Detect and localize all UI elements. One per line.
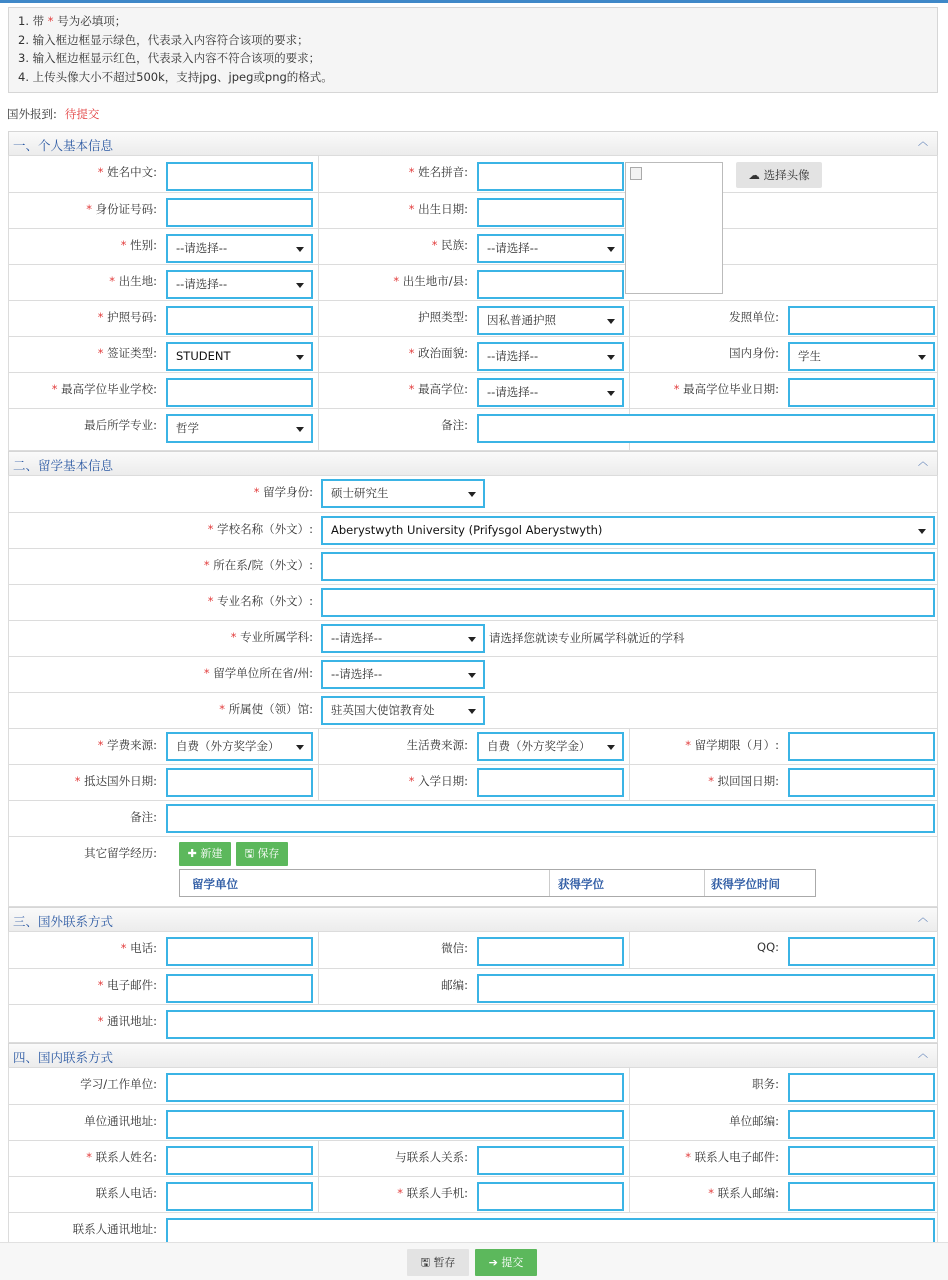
- chevron-up-icon[interactable]: ︿: [918, 1049, 928, 1060]
- choose-avatar-button[interactable]: ☁ 选择头像: [736, 162, 822, 188]
- note-2: 2. 输入框边框显示绿色，代表录入内容符合该项的要求；: [18, 32, 309, 47]
- save-icon: 🖫: [420, 1256, 430, 1269]
- new-record-button[interactable]: ✚ 新建: [179, 842, 231, 866]
- tuition-source-select[interactable]: 自费（外方奖学金）: [166, 732, 313, 761]
- contact-name-input[interactable]: [166, 1146, 313, 1175]
- contact-mobile-input[interactable]: [477, 1182, 624, 1211]
- birth-city-input[interactable]: [477, 270, 624, 299]
- passport-type-select[interactable]: 因私普通护照: [477, 306, 624, 335]
- arrival-date-input[interactable]: [166, 768, 313, 797]
- last-major-select[interactable]: 哲学: [166, 414, 313, 443]
- graduation-date-input[interactable]: [788, 378, 935, 407]
- ethnic-select[interactable]: --请选择--: [477, 234, 624, 263]
- save-icon: 🖫: [244, 847, 254, 860]
- abroad-contact-grid: * 电话: 微信: QQ: * 电子邮件: 邮编: * 通讯地址:: [8, 931, 938, 1043]
- study-info-grid: * 留学身份: 硕士研究生 * 学校名称（外文）: Aberystwyth University (Prifysgol Aberystwyth) * 所在系/院（外文）: * 专业名称（外文）: * 专业所属学科: --请选择-- 请选择您就读专业所属学科就近的学科 * 留学单位所在省/州: --请选择-- * 所属使（领）馆: 驻英国大使馆教育处 * 学费来源: 自费（外方奖学金） 生活费来源: 自费（外方奖学金） * 留学期限（月）: * 抵达国外日期: * 入学日期: * 拟回国日期: 备注: 其它留学经历: ✚ 新建 🖫 保存 留学单位 获得学位 获得学位时间: [8, 475, 938, 907]
- section-study-header[interactable]: 二、留学基本信息 ︿: [8, 451, 938, 475]
- save-record-button[interactable]: 🖫 保存: [236, 842, 288, 866]
- abroad-address-input[interactable]: [166, 1010, 935, 1039]
- personal-remark-input[interactable]: [477, 414, 935, 443]
- unit-address-input[interactable]: [166, 1110, 624, 1139]
- section-domestic-contact-header[interactable]: 四、国内联系方式 ︿: [8, 1043, 938, 1067]
- abroad-zip-input[interactable]: [477, 974, 935, 1003]
- note-3: 3. 输入框边框显示红色，代表录入内容不符合该项的要求；: [18, 51, 321, 65]
- note-4: 4. 上传头像大小不超过500k，支持jpg、jpeg或png的格式。: [18, 69, 333, 84]
- note-1: 1. 带 * 号为必填项；: [18, 14, 127, 28]
- major-name-input[interactable]: [321, 588, 935, 617]
- gender-select[interactable]: --请选择--: [166, 234, 313, 263]
- province-select[interactable]: --请选择--: [321, 660, 485, 689]
- chevron-up-icon[interactable]: ︿: [918, 137, 928, 148]
- id-number-input[interactable]: [166, 198, 313, 227]
- submit-button[interactable]: ➔ 提交: [475, 1249, 537, 1276]
- study-remark-input[interactable]: [166, 804, 935, 833]
- contact-zip-input[interactable]: [788, 1182, 935, 1211]
- department-input[interactable]: [321, 552, 935, 581]
- qq-input[interactable]: [788, 937, 935, 966]
- abroad-phone-input[interactable]: [166, 937, 313, 966]
- report-status: 国外报到: 待提交: [7, 107, 100, 121]
- passport-number-input[interactable]: [166, 306, 313, 335]
- return-date-input[interactable]: [788, 768, 935, 797]
- study-identity-select[interactable]: 硕士研究生: [321, 479, 485, 508]
- arrow-right-icon: ➔: [488, 1256, 498, 1269]
- domestic-identity-select[interactable]: 学生: [788, 342, 935, 371]
- section-abroad-contact-header[interactable]: 三、国外联系方式 ︿: [8, 907, 938, 931]
- living-source-select[interactable]: 自费（外方奖学金）: [477, 732, 624, 761]
- save-draft-button[interactable]: 🖫 暂存: [407, 1249, 469, 1276]
- job-title-input[interactable]: [788, 1073, 935, 1102]
- experience-table-header: 留学单位 获得学位 获得学位时间: [179, 869, 816, 897]
- status-badge: 待提交: [64, 107, 100, 121]
- chevron-up-icon[interactable]: ︿: [918, 913, 928, 924]
- study-period-input[interactable]: [788, 732, 935, 761]
- cloud-upload-icon: ☁: [748, 168, 760, 182]
- broken-image-icon: [630, 167, 642, 180]
- birth-date-input[interactable]: [477, 198, 624, 227]
- unit-zip-input[interactable]: [788, 1110, 935, 1139]
- political-select[interactable]: --请选择--: [477, 342, 624, 371]
- action-bar: [0, 1242, 948, 1280]
- degree-select[interactable]: --请选择--: [477, 378, 624, 407]
- name-cn-input[interactable]: [166, 162, 313, 191]
- issuer-input[interactable]: [788, 306, 935, 335]
- plus-icon: ✚: [187, 847, 197, 860]
- enroll-date-input[interactable]: [477, 768, 624, 797]
- embassy-select[interactable]: 驻英国大使馆教育处: [321, 696, 485, 725]
- section-personal-header[interactable]: 一、个人基本信息 ︿: [8, 131, 938, 155]
- wechat-input[interactable]: [477, 937, 624, 966]
- subject-select[interactable]: --请选择--: [321, 624, 485, 653]
- contact-email-input[interactable]: [788, 1146, 935, 1175]
- avatar: [625, 162, 723, 294]
- relation-input[interactable]: [477, 1146, 624, 1175]
- personal-info-grid: * 姓名中文: * 姓名拼音: * 身份证号码: * 出生日期: * 性别: --请选择-- * 民族: --请选择-- * 出生地: --请选择-- * 出生地市/县: * 护照号码: 护照类型: 因私普通护照 发照单位: * 签证类型: STUDENT * 政治面貌: --请选择-- 国内身份: 学生 * 最高学位毕业学校: * 最高学位: --请选择-- * 最高学位毕业日期: 最后所学专业: 哲学 备注:: [8, 155, 938, 451]
- school-name-select[interactable]: Aberystwyth University (Prifysgol Aberystwyth): [321, 516, 935, 545]
- graduation-school-input[interactable]: [166, 378, 313, 407]
- visa-type-select[interactable]: STUDENT: [166, 342, 313, 371]
- birthplace-select[interactable]: --请选择--: [166, 270, 313, 299]
- chevron-up-icon[interactable]: ︿: [918, 457, 928, 468]
- instructions-panel: [8, 7, 938, 93]
- work-unit-input[interactable]: [166, 1073, 624, 1102]
- top-accent-bar: [0, 0, 948, 3]
- domestic-contact-grid: 学习/工作单位: 职务: 单位通讯地址: 单位邮编: * 联系人姓名: 与联系人关系: * 联系人电子邮件: 联系人电话: * 联系人手机: * 联系人邮编: 联系人通讯地址:: [8, 1067, 938, 1257]
- name-pinyin-input[interactable]: [477, 162, 624, 191]
- subject-hint: 请选择您就读专业所属学科就近的学科: [489, 631, 685, 645]
- abroad-email-input[interactable]: [166, 974, 313, 1003]
- contact-phone-input[interactable]: [166, 1182, 313, 1211]
